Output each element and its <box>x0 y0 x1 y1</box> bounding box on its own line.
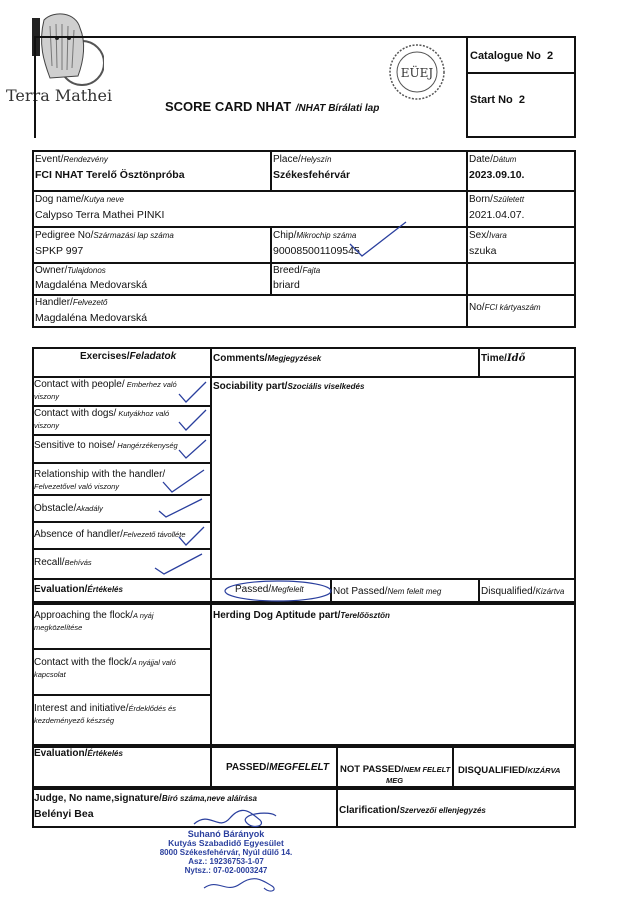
not-passed-option: Not Passed/Nem felelt meg <box>333 586 442 597</box>
herding-passed-option: PASSED/MEGFELELT <box>226 762 329 773</box>
event-value: FCI NHAT Terelő Ösztönpróba <box>35 169 185 181</box>
herding-part-label: Herding Dog Aptitude part/Terelőösztön <box>213 610 390 621</box>
clarification-label: Clarification/Szervezői ellenjegyzés <box>339 805 486 816</box>
club-seal-icon <box>382 42 452 102</box>
judge-name: Belényi Bea <box>34 808 94 820</box>
chip-label: Chip/Mikrochip száma <box>273 230 357 241</box>
exercise-relationship-handler: Relationship with the handler/ Felvezetővel való viszony <box>34 469 166 491</box>
check-icon <box>152 552 204 576</box>
pedigree-label: Pedigree No/Származási lap száma <box>35 230 174 241</box>
herding-evaluation-label: Evaluation/Értékelés <box>34 748 123 759</box>
chip-value: 900085001109545 <box>273 245 360 257</box>
check-icon <box>176 380 208 404</box>
svg-text:EÜEJ: EÜEJ <box>400 66 434 80</box>
check-icon <box>160 468 206 494</box>
check-icon <box>176 438 208 460</box>
herding-interest-initiative: Interest and initiative/Érdeklődés és kezdeményező készség <box>34 703 177 725</box>
sociability-part-label: Sociability part/Szociális viselkedés <box>213 381 365 392</box>
comments-header: Comments/Megjegyzések <box>213 353 322 364</box>
herding-approaching-flock: Approaching the flock/A nyáj megközelítése <box>34 610 154 632</box>
exercise-contact-people: Contact with people/ Emberhez való viszony <box>34 379 177 401</box>
herding-contact-flock: Contact with the flock/A nyájjal való kapcsolat <box>34 657 176 679</box>
handler-label: Handler/Felvezető <box>35 297 108 308</box>
logo-text: Terra Mathei <box>6 86 113 105</box>
chip-check-icon <box>340 218 410 258</box>
owner-value: Magdaléna Medovarská <box>35 279 148 291</box>
exercise-absence-handler: Absence of handler/Felvezető távolléte <box>34 529 186 540</box>
exercise-contact-dogs: Contact with dogs/ Kutyákhoz való viszony <box>34 408 170 430</box>
dog-name-label: Dog name/Kutya neve <box>35 194 124 205</box>
time-header: Time/Idő <box>481 353 526 364</box>
stamp-signature-icon <box>200 876 290 896</box>
pedigree-value: SPKP 997 <box>35 245 84 257</box>
born-value: 2021.04.07. <box>469 209 525 221</box>
exercise-recall: Recall/Behívás <box>34 557 92 568</box>
page-title: SCORE CARD NHAT /NHAT Bírálati lap <box>165 99 380 114</box>
disqualified-option: Disqualified/Kizártva <box>481 586 565 597</box>
sex-value: szuka <box>469 245 497 257</box>
exercise-obstacle: Obstacle/Akadály <box>34 503 103 514</box>
logo-dog-icon <box>14 8 104 92</box>
herding-not-passed-option: NOT PASSED/NEM FELELT MEG <box>340 764 451 785</box>
herding-disqualified-option: DISQUALIFIED/KIZÁRVA <box>458 765 561 776</box>
date-value: 2023.09.10. <box>469 169 525 181</box>
breed-value: briard <box>273 279 300 291</box>
breed-label: Breed/Fajta <box>273 265 321 276</box>
evaluation-label: Evaluation/Értékelés <box>34 584 123 595</box>
owner-label: Owner/Tulajdonos <box>35 265 106 276</box>
place-label: Place/Helyszín <box>273 154 332 165</box>
check-icon <box>156 497 204 519</box>
organiser-stamp: Suhanó Bárányok Kutyás Szabadidő Egyesület 8000 Székesfehérvár, Nyúl dűlő 14. Asz.: 19236753-1-07 Nytsz.: 07-02-0003247 <box>159 829 293 875</box>
fci-card-label: No/FCI kártyaszám <box>469 302 541 313</box>
check-icon <box>176 525 206 547</box>
judge-label: Judge, No name,signature/Bíró száma,neve aláírása <box>34 793 257 804</box>
passed-option: Passed/Megfelelt <box>235 584 304 595</box>
check-icon <box>176 408 208 432</box>
passed-circle-mark <box>222 578 334 604</box>
exercise-sensitive-noise: Sensitive to noise/ Hangérzékenység <box>34 440 178 451</box>
start-no: Start No 2 <box>470 94 526 106</box>
dog-name-value: Calypso Terra Mathei PINKI <box>35 209 165 221</box>
handler-value: Magdaléna Medovarská <box>35 312 148 324</box>
date-label: Date/Dátum <box>469 154 517 165</box>
place-value: Székesfehérvár <box>273 169 351 181</box>
catalogue-no: Catalogue No 2 <box>470 50 554 62</box>
exercises-header: Exercises/Feladatok <box>80 351 177 362</box>
event-label: Event/Rendezvény <box>35 154 108 165</box>
born-label: Born/Született <box>469 194 525 205</box>
sex-label: Sex/Ivara <box>469 230 507 241</box>
